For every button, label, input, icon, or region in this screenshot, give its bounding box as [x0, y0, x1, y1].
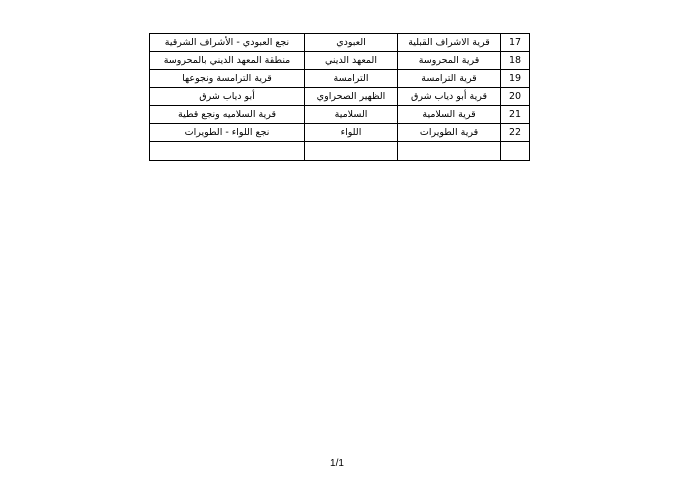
table-row: [150, 106, 530, 124]
table-row: [150, 70, 530, 88]
table-row: [150, 34, 530, 52]
row-center: المعهد الديني: [305, 52, 398, 70]
row-village: [398, 142, 501, 161]
row-village: قرية المحروسة: [398, 52, 501, 70]
row-village: قرية الترامسة: [398, 70, 501, 88]
villages-table: [149, 33, 530, 161]
row-village: قرية أبو دياب شرق: [398, 88, 501, 106]
table-row: [150, 52, 530, 70]
row-detail: قرية السلاميه ونجع قطية: [150, 106, 305, 124]
row-center: الظهير الصحراوي: [305, 88, 398, 106]
row-number: 18: [501, 52, 530, 70]
row-center: العبودي: [305, 34, 398, 52]
row-number: 19: [501, 70, 530, 88]
row-detail: [150, 142, 305, 161]
row-detail: منطقة المعهد الديني بالمحروسة: [150, 52, 305, 70]
table-row: [150, 142, 530, 161]
villages-table-container: [163, 33, 530, 161]
row-detail: قرية الترامسة ونجوعها: [150, 70, 305, 88]
row-village: قرية الاشراف القبلية: [398, 34, 501, 52]
table-row: [150, 88, 530, 106]
table-row: [150, 124, 530, 142]
row-number: 20: [501, 88, 530, 106]
row-number: 17: [501, 34, 530, 52]
page-number-footer: 1/1: [330, 458, 344, 469]
row-village: قرية السلامية: [398, 106, 501, 124]
row-number: [501, 142, 530, 161]
row-detail: أبو دياب شرق: [150, 88, 305, 106]
row-detail: نجع اللواء - الطويرات: [150, 124, 305, 142]
row-center: السلامية: [305, 106, 398, 124]
row-center: الترامسة: [305, 70, 398, 88]
row-center: اللواء: [305, 124, 398, 142]
table-body: [150, 34, 530, 161]
row-number: 21: [501, 106, 530, 124]
row-detail: نجع العبودي - الأشراف الشرقية: [150, 34, 305, 52]
row-center: [305, 142, 398, 161]
row-number: 22: [501, 124, 530, 142]
row-village: قرية الطويرات: [398, 124, 501, 142]
